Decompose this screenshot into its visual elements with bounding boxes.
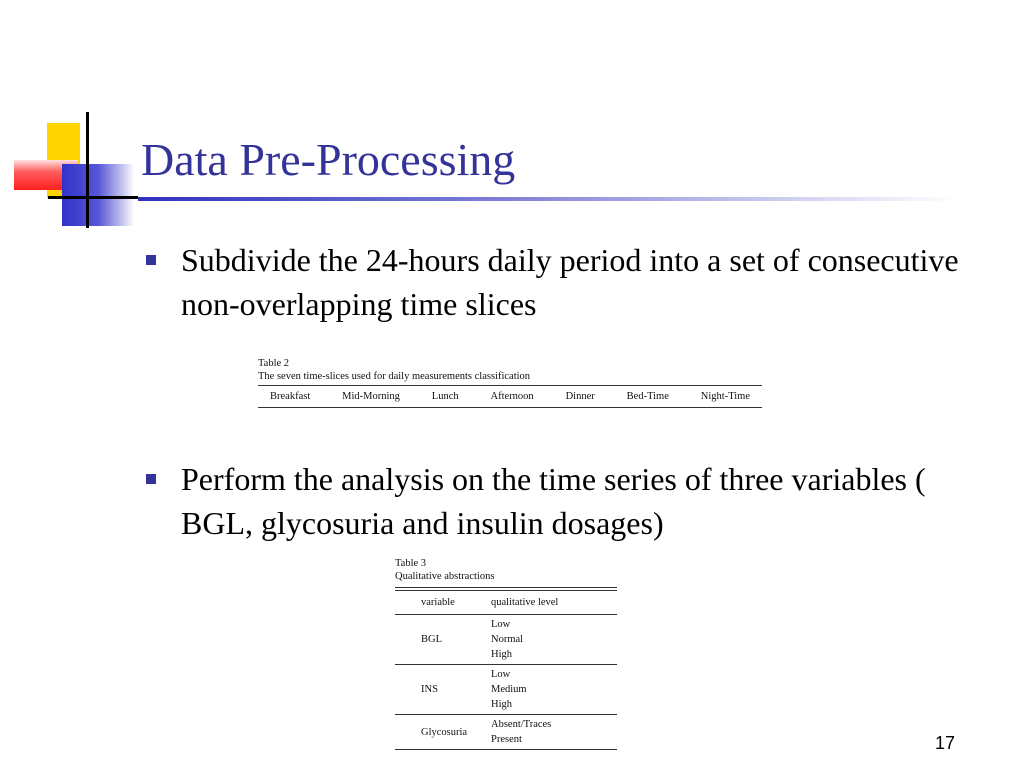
table3-variable-cell: INS xyxy=(421,684,438,695)
table2-caption: The seven time-slices used for daily measurements classification xyxy=(258,371,531,382)
slide-title-part2: Processing xyxy=(315,134,516,185)
level-value: Medium xyxy=(491,684,527,695)
table2-header-row xyxy=(258,385,762,407)
bullet-square-icon xyxy=(146,255,156,265)
logo-horizontal-line xyxy=(48,196,138,199)
slide-title xyxy=(141,133,515,186)
table3-levels-cell xyxy=(491,665,617,714)
table-row xyxy=(395,715,617,750)
level-value: Absent/Traces xyxy=(491,719,552,730)
table2-column: Dinner xyxy=(565,391,595,402)
logo-vertical-line xyxy=(86,112,89,228)
table3-variable-cell: BGL xyxy=(421,634,442,645)
table3-levels-cell xyxy=(491,715,617,749)
table2-column: Mid-Morning xyxy=(342,391,400,402)
table3-header-cell: variable xyxy=(421,597,455,608)
table2-column: Afternoon xyxy=(490,391,534,402)
level-value: Low xyxy=(491,669,511,680)
table2-column: Night-Time xyxy=(700,391,750,402)
bullet-text: Perform the analysis on the time series of three variables ( BGL, glycosuria and insulin dosages) xyxy=(181,461,926,541)
table3-caption: Qualitative abstractions xyxy=(395,571,495,582)
table3-header-row xyxy=(395,590,617,615)
table2-label: Table 2 xyxy=(258,358,290,369)
level-value: High xyxy=(491,649,512,660)
level-value: Present xyxy=(491,734,522,745)
page-number: 17 xyxy=(935,733,956,753)
table3-header-cell: qualitative level xyxy=(491,597,559,608)
table3-variable-cell: Glycosuria xyxy=(421,726,468,738)
table-qualitative-abstractions xyxy=(395,557,617,750)
table3-label: Table 3 xyxy=(395,558,427,569)
table3-levels-cell xyxy=(491,615,617,664)
logo-blue-square xyxy=(62,164,134,226)
table-row xyxy=(395,615,617,665)
table2-column: Bed-Time xyxy=(626,391,669,402)
level-value: High xyxy=(491,699,512,710)
table2-column: Breakfast xyxy=(270,391,311,402)
table-row xyxy=(395,665,617,715)
slide-title-part1: Data Pre- xyxy=(141,134,316,185)
table-time-slices xyxy=(258,357,762,408)
level-value: Normal xyxy=(491,634,524,645)
title-underline xyxy=(138,197,958,201)
bullet-text: Subdivide the 24-hours daily period into a set of consecutive non-overlapping time slices xyxy=(181,242,959,322)
table2-bottom-rule xyxy=(258,407,762,408)
slide-logo-decoration xyxy=(0,0,140,240)
level-value: Low xyxy=(491,619,511,630)
bullet-square-icon xyxy=(146,474,156,484)
table3-grid xyxy=(395,587,617,750)
table2-column: Lunch xyxy=(431,391,459,402)
